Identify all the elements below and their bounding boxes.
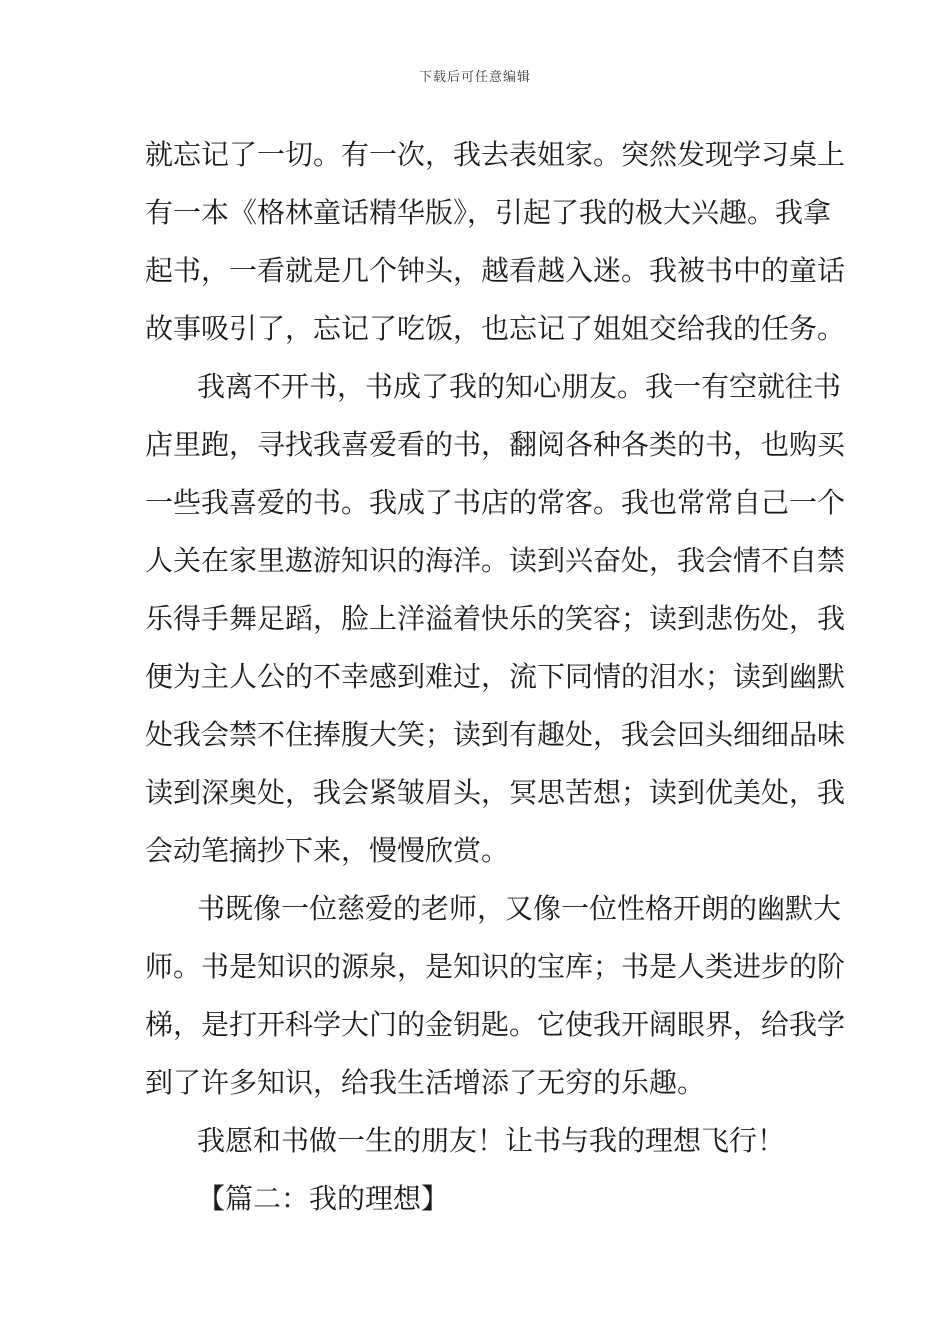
text-line: 乐得手舞足蹈，脸上洋溢着快乐的笑容；读到悲伤处，我 [145, 602, 846, 635]
text-line: 处我会禁不住捧腹大笑；读到有趣处，我会回头细细品味 [145, 718, 846, 751]
document-body [145, 126, 846, 1228]
paragraph [145, 1112, 807, 1170]
paragraph [145, 358, 846, 880]
paragraph [145, 126, 846, 358]
text-line: 店里跑，寻找我喜爱看的书，翻阅各种各类的书，也购买 [145, 428, 846, 461]
text-line: 有一本《格林童话精华版》，引起了我的极大兴趣。我拿 [145, 196, 832, 229]
text-line: 人关在家里遨游知识的海洋。读到兴奋处，我会情不自禁 [145, 544, 846, 577]
text-line: 读到深奥处，我会紧皱眉头，冥思苦想；读到优美处，我 [145, 776, 846, 809]
text-line: 起书，一看就是几个钟头，越看越入迷。我被书中的童话 [145, 254, 846, 287]
text-line: 会动笔摘抄下来，慢慢欣赏。 [145, 834, 510, 867]
text-line: 便为主人公的不幸感到难过，流下同情的泪水；读到幽默 [145, 660, 846, 693]
text-line: 故事吸引了，忘记了吃饭，也忘记了姐姐交给我的任务。 [145, 312, 846, 345]
text-line: 一些我喜爱的书。我成了书店的常客。我也常常自己一个 [145, 486, 846, 519]
text-line: 书既像一位慈爱的老师，又像一位性格开朗的幽默大 [197, 892, 842, 925]
text-line: 就忘记了一切。有一次，我去表姐家。突然发现学习桌上 [145, 138, 846, 171]
text-line: 到了许多知识，给我生活增添了无穷的乐趣。 [145, 1066, 706, 1099]
text-line: 师。书是知识的源泉，是知识的宝库；书是人类进步的阶 [145, 950, 846, 983]
section-heading: 【篇二：我的理想】 [197, 1182, 450, 1215]
text-line: 我离不开书，书成了我的知心朋友。我一有空就往书 [197, 370, 842, 403]
text-line: 我愿和书做一生的朋友！让书与我的理想飞行！ [197, 1124, 786, 1157]
paragraph [145, 880, 846, 1112]
text-line: 梯，是打开科学大门的金钥匙。它使我开阔眼界，给我学 [145, 1008, 846, 1041]
page-header: 下载后可任意编辑 [418, 70, 531, 85]
